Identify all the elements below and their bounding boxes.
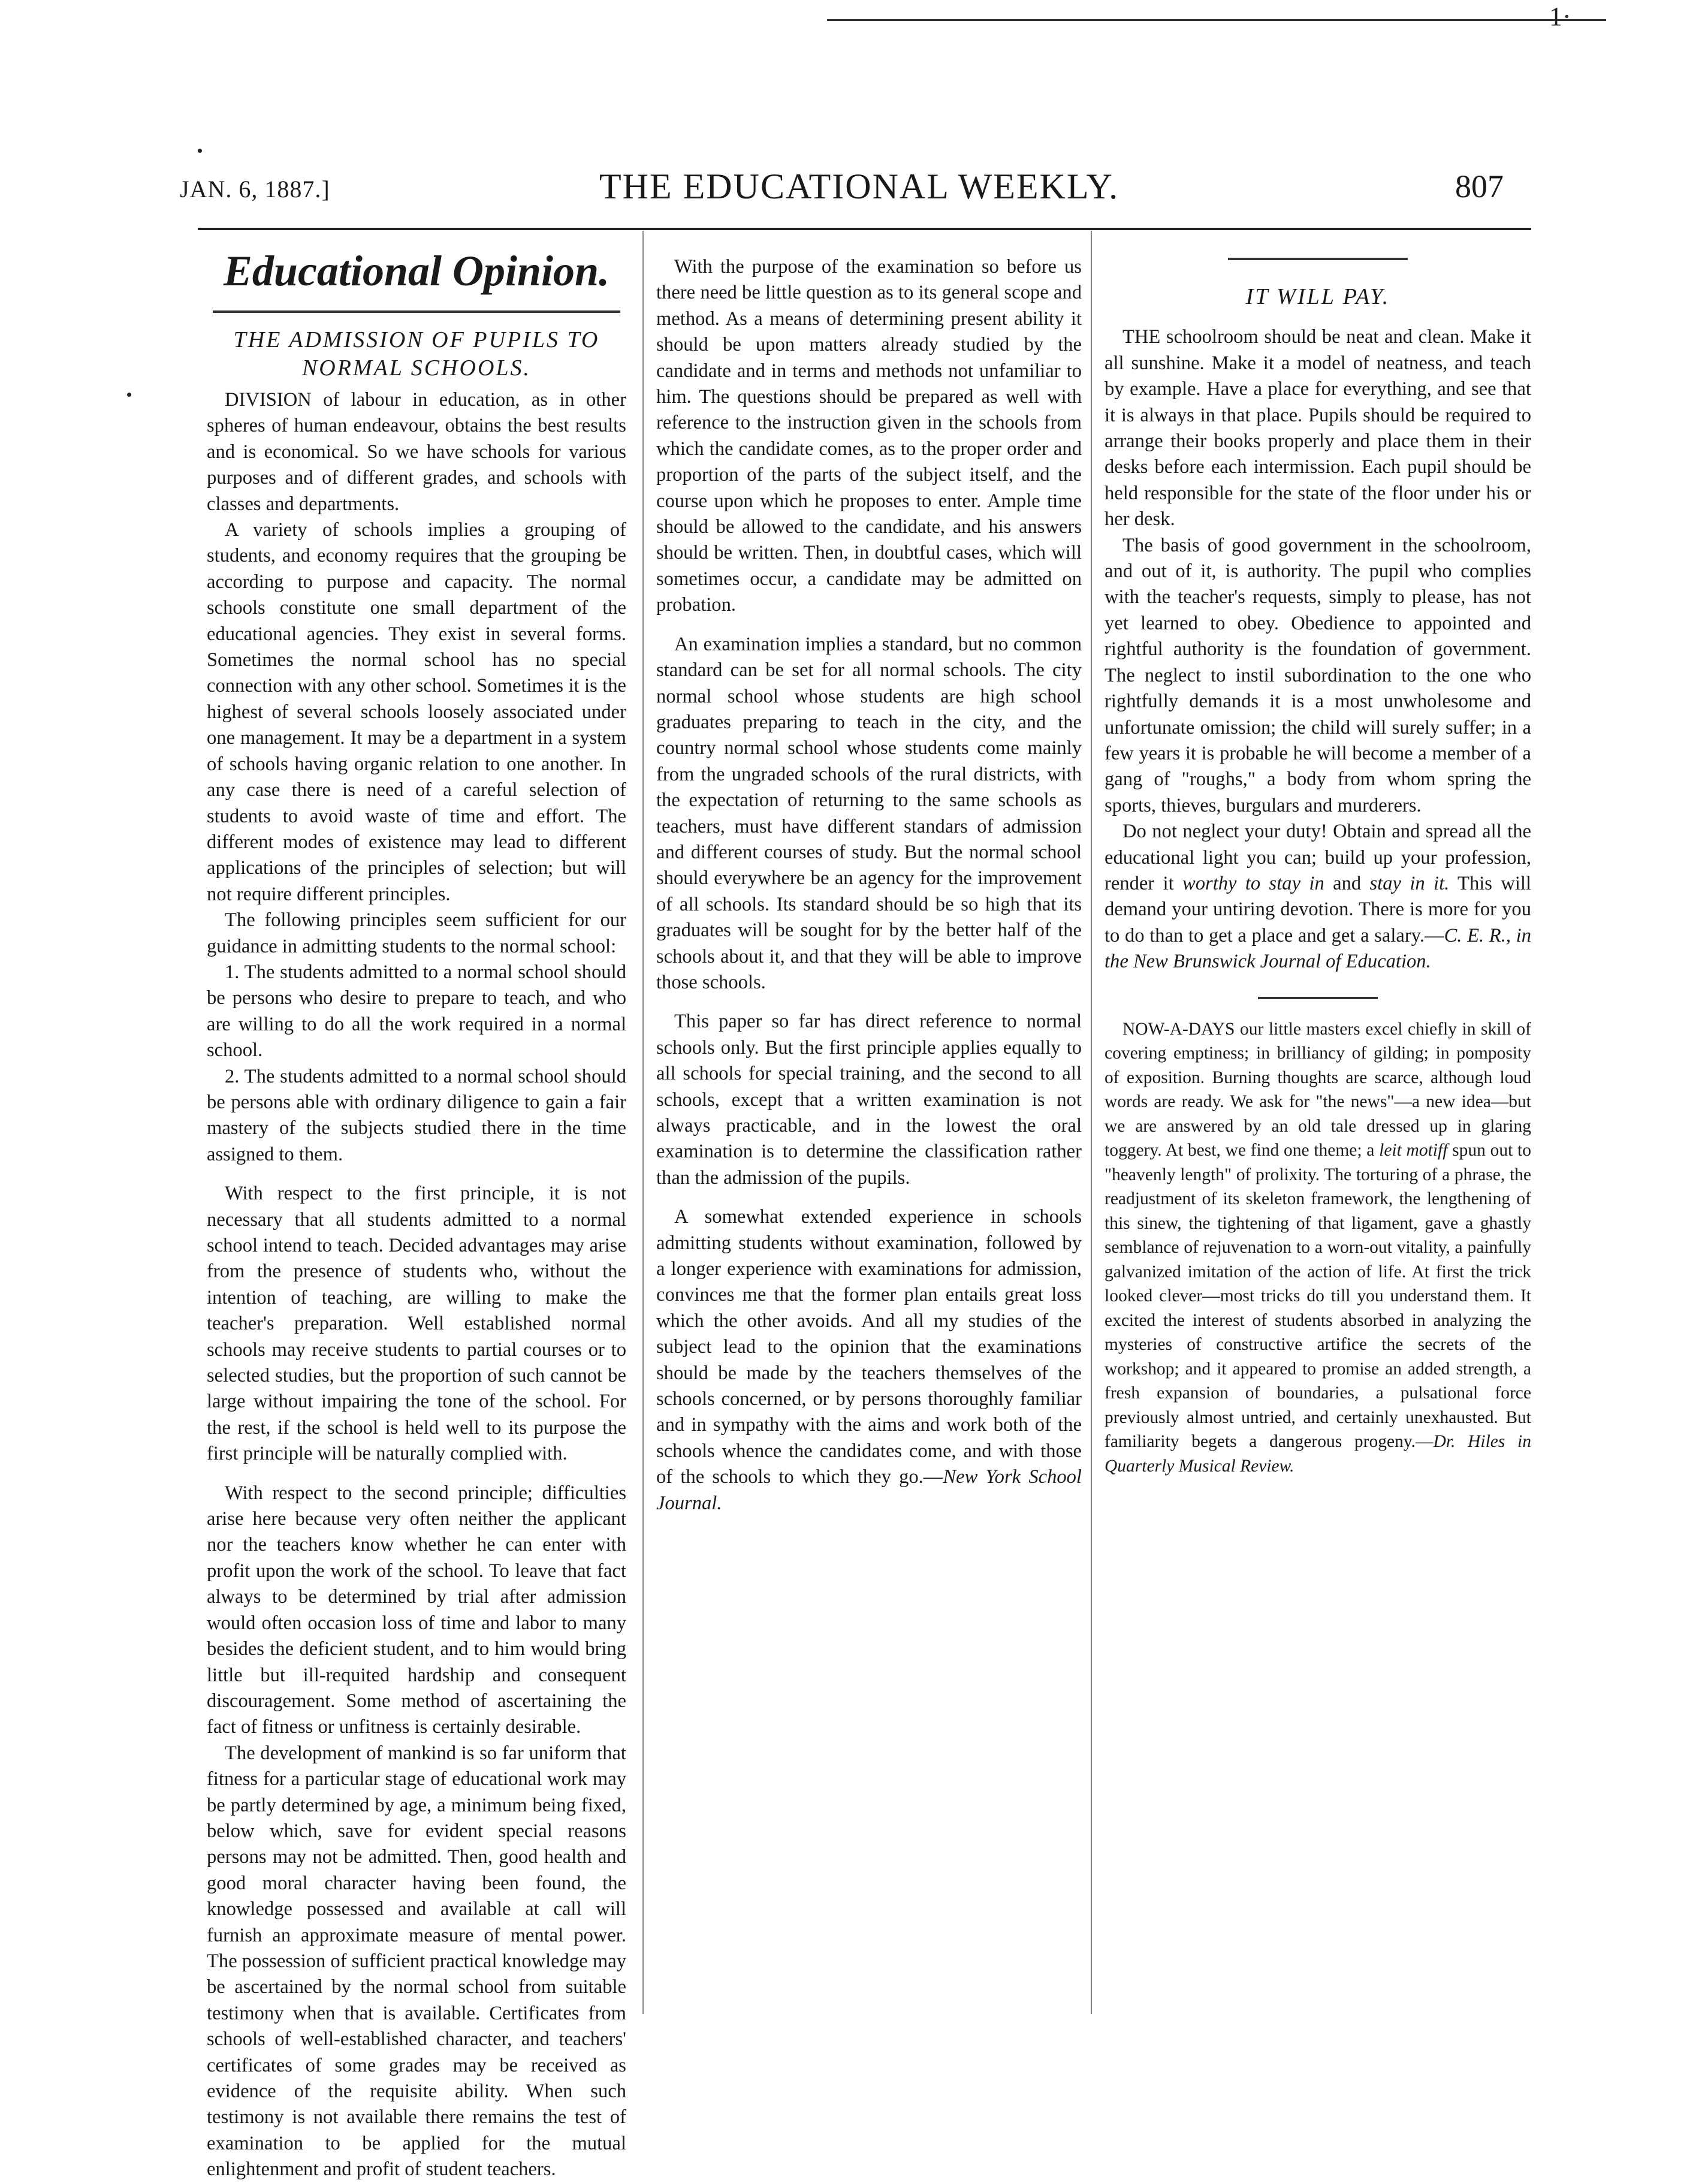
emphasis-text: leit motiff: [1379, 1141, 1448, 1160]
article-paragraph: The basis of good government in the schoolroom, and out of it, is authority. The pupil who complies with the teacher's requests, simply to please, has not yet learned to obey. Obedience to appointed and rightful authority is the foundation of government. The neglect to instil subordination to the one who rightfully demands it is a most unwholesome and unfortunate omission; the child will surely suffer; in a few years it is probable he will become a member of a gang of "roughs," a body from whom spring the sports, thieves, burgulars and murderers.: [1105, 534, 1531, 816]
article-paragraph: The development of mankind is so far uniform that fitness for a particular stage of educational work may be partly determined by age, a minimum being fixed, below which, save for evident special reasons persons may not be admitted. Then, good health and good moral character having been found, the knowledge possessed and available at call will furnish an approximate measure of mental power. The possession of sufficient practical knowledge may be ascertained by the normal school from suitable testimony when that is available. Certificates from schools of well-established character, and teachers' certificates of some grades may be received as evidence of the requisite ability. When such testimony is not available there remains the test of examination to be applied for the mutual enlightenment and profit of student teachers.: [207, 1742, 626, 2181]
article-paragraph: 2. The students admitted to a normal school should be persons able with ordinary diligence to gain a fair mastery of the subjects studied there in the time assigned to them.: [207, 1065, 626, 1165]
paragraph-text: schoolroom should be neat and clean. Make it all sunshine. Make it a model of neatness, and teach by example. Have a place for everything, and see that it is always in that place. Pupils should be required to arrange their books properly and place them in their desks before each intermission. Each pupil should be held responsible for the state of the floor under his or her desk.: [1105, 326, 1531, 530]
issue-date: JAN. 6, 1887.]: [180, 176, 330, 203]
paragraph-text: of labour in education, as in other spheres of human endeavour, obtains the best results and is economical. So we have schools for various purposes and of different grades, and schools with classes and departments.: [207, 389, 626, 515]
journal-title: THE EDUCATIONAL WEEKLY.: [599, 167, 1119, 206]
article-paragraph: [1105, 324, 1531, 532]
paragraph-text: and: [1324, 872, 1370, 894]
top-scan-rule: [827, 19, 1606, 21]
article-paragraph: With respect to the first principle, it is not necessary that all students admitted to a normal school intend to teach. Decided advantages may arise from the presence of students who, without the intention of teaching, are willing to make the teacher's preparation. Well established normal schools may receive students to partial courses or to selected studies, but the proportion of such cannot be large without impairing the tone of the school. For the rest, if the school is held well to its purpose the first principle will be naturally complied with.: [207, 1183, 626, 1465]
article-paragraph: 1. The students admitted to a normal school should be persons who desire to prepare to teach, and who are willing to do all the work required in a normal school.: [207, 961, 626, 1062]
column-separator: [1091, 231, 1092, 2014]
scan-dot: [127, 393, 131, 397]
column-separator: [642, 231, 644, 2014]
emphasis-text: stay in it.: [1369, 872, 1450, 894]
scan-dot: [198, 149, 202, 153]
article-paragraph: With respect to the second principle; difficulties arise here because very often neither the applicant nor the teachers know whether he can enter with profit upon the work of the school. To leave that fact always to be determined by trial after admission would often occasion loss of time and labor to many besides the deficient student, and to him would bring little but ill-requited hardship and consequent discouragement. Some method of ascertaining the fact of fitness or unfitness is certainly desirable.: [207, 1482, 626, 1738]
article-paragraph: [656, 1204, 1082, 1516]
article-paragraph: An examination implies a standard, but no common standard can be set for all normal schools. The city normal school whose students are high school graduates preparing to teach in the city, and the country normal school whose students come mainly from the ungraded schools of the rural districts, with the expectation of returning to the same schools as teachers, must have different standars of admission and different courses of study. But the normal school should everywhere be an agency for the improvement of all schools. Its standard should be so high that its graduates will be sought for by the better half of the schools about it, and that they will be able to improve those schools.: [656, 633, 1082, 993]
article-paragraph: This paper so far has direct reference to normal schools only. But the first principle applies equally to all schools for special training, and the second to all schools, except that a written examination is not always practicable, and in the lowest the oral examination is to determine the classification rather than the admission of the pupils.: [656, 1011, 1082, 1189]
drop-lead: NOW-A-DAYS: [1122, 1019, 1235, 1039]
column-2: [656, 241, 1082, 1516]
article-source: Dr. Hiles in Quarterly Musical Review.: [1105, 1432, 1532, 1476]
article-source: New York School Journal.: [656, 1466, 1082, 1514]
article-title: THE ADMISSION OF PUPILS TO NORMAL SCHOOLS.: [233, 327, 600, 381]
top-corner-mark: 1·: [1549, 2, 1571, 31]
article-paragraph: With the purpose of the examination so before us there need be little question as to its general scope and method. As a means of determining present ability it should be upon matters already studied by the candidate and in terms and methods not unfamiliar to him. The questions should be prepared as well with reference to the instruction given in the schools from which the candidate comes, as to the proper order and proportion of the parts of the subject itself, and the course upon which he proposes to enter. Ample time should be allowed to the candidate, and his answers should be written. Then, in doubtful cases, which will sometimes occur, a candidate may be admitted on probation.: [656, 256, 1082, 616]
paragraph-text: A somewhat extended experience in schools admitting students without examination, followed by a longer experience with examinations for admission, convinces me that the former plan entails great loss which the other avoids. And all my studies of the subject lead to the opinion that the examinations should be made by the teachers themselves of the schools concerned, or by persons thoroughly familiar and in sympathy with the aims and work both of the schools whence the candidates come, and with those of the schools to which they go.—: [656, 1206, 1082, 1488]
article-title: IT WILL PAY.: [1245, 284, 1390, 309]
section-heading: Educational Opinion.: [223, 247, 610, 295]
article-paragraph: [1105, 1017, 1531, 1479]
paragraph-text: our little masters excel chiefly in skill of covering emptiness; in brilliancy of gilding; in pomposity of exposition. Burning thoughts are scarce, although loud words are ready. We ask for "the news"—a new idea—but we are answered by an old tale dressed up in glaring toggery. At best, we find one theme; a: [1105, 1019, 1531, 1160]
column-1: [207, 241, 626, 2183]
drop-lead: DIVISION: [225, 389, 312, 411]
emphasis-text: worthy to stay in: [1182, 872, 1324, 894]
paragraph-text: Do not neglect your duty! Obtain and spread all the educational light you can; build up your profession, render it: [1105, 821, 1531, 894]
drop-lead: THE: [1122, 326, 1161, 348]
page-number: 807: [1455, 168, 1504, 204]
article-source: C. E. R., in the New Brunswick Journal of Education.: [1105, 924, 1531, 973]
column-3: [1105, 241, 1531, 1478]
article-divider: [1258, 997, 1378, 999]
paragraph-text: This will demand your untiring devotion. There is more for you to do than to get a place and get a salary.—: [1105, 872, 1532, 946]
paragraph-text: spun out to "heavenly length" of prolixity. The torturing of a phrase, the readjustment of its skeleton framework, the lengthening of this sinew, the tightening of that ligament, gave a ghastly semblance of rejuvenation to a worn-out vitality, a painfully galvanized imitation of the action of life. At first the trick looked clever—most tricks do till you understand them. It excited the interest of students absorbed in analyzing the mysteries of constructive artifice the secrets of the workshop; and it appeared to promise an added strength, a fresh expansion of boundaries, a pulsational force previously almost untried, and certainly unexhausted. But familiarity begets a dangerous progeny.—: [1105, 1141, 1531, 1452]
article-paragraph: A variety of schools implies a grouping of students, and economy requires that the grouping be according to purpose and capacity. The normal schools constitute one small department of the educational agencies. They exist in several forms. Sometimes the normal school has no special connection with any other school. Sometimes it is the highest of several schools loosely associated under one management. It may be a department in a system of schools having organic relation to one another. In any case there is need of a careful selection of students to avoid waste of time and effort. The different modes of existence may lead to different applications of the principles of selection; but will not require different principles.: [207, 519, 626, 905]
header-rule: [198, 228, 1531, 230]
article-divider: [1228, 258, 1408, 260]
article-paragraph: [207, 387, 626, 517]
section-rule: [213, 310, 620, 313]
article-paragraph: The following principles seem sufficient for our guidance in admitting students to the normal school:: [207, 909, 626, 957]
article-paragraph: [1105, 819, 1531, 975]
